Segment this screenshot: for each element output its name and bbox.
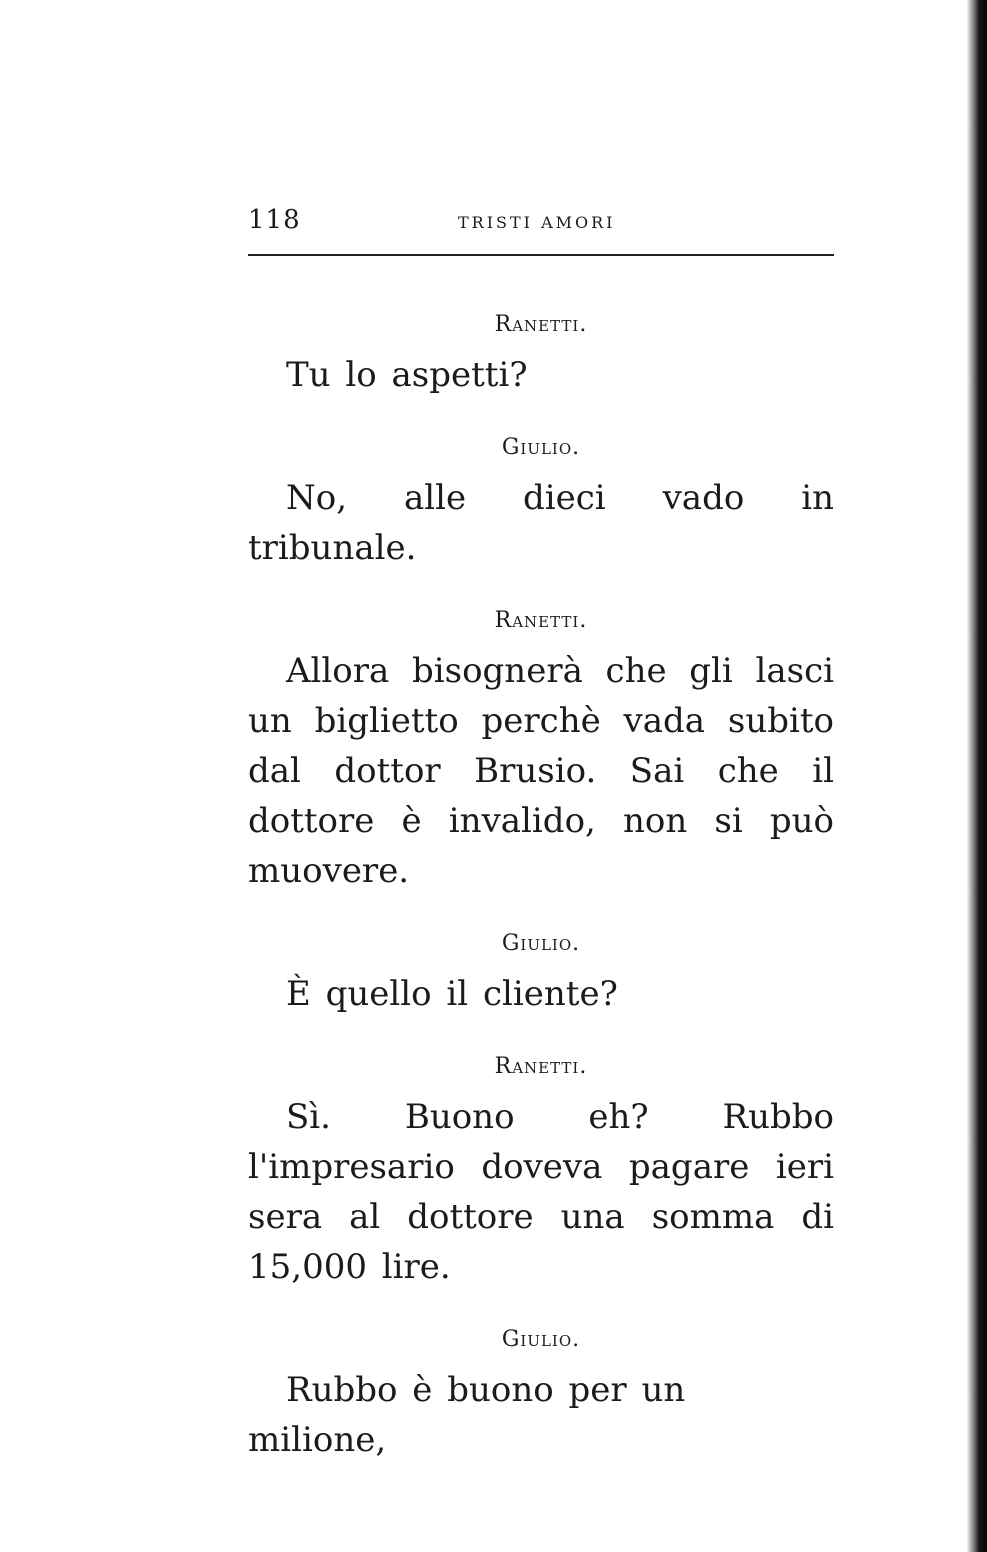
- binding-edge: [967, 0, 987, 1552]
- speaker-name: Giulio.: [501, 1327, 581, 1352]
- page-header: [248, 202, 834, 238]
- speaker-name: Ranetti.: [494, 312, 588, 337]
- page-number: 118: [248, 205, 301, 235]
- speech-line: No, alle dieci vado in tribunale.: [248, 478, 834, 568]
- dialogue-text: [248, 300, 834, 1488]
- speaker-name: Ranetti.: [494, 608, 588, 633]
- speaker-name: Ranetti.: [494, 1054, 588, 1079]
- speech-line: Allora bisognerà che gli lasci un biglietto perchè vada subito dal dottor Brusio. Sai che il dottore è invalido, non si può muovere.: [248, 651, 834, 891]
- speaker-name: Giulio.: [501, 435, 581, 460]
- running-title: TRISTI AMORI: [458, 213, 616, 232]
- speaker-name: Giulio.: [501, 931, 581, 956]
- header-rule: [248, 254, 834, 256]
- speech-line: Rubbo è buono per un milione,: [248, 1370, 686, 1460]
- speech-line: Tu lo aspetti?: [286, 355, 528, 395]
- speech-line: È quello il cliente?: [286, 974, 618, 1014]
- speech-line: Sì. Buono eh? Rubbo l'impresario doveva pagare ieri sera al dottore una somma di 15,000 lire.: [248, 1097, 834, 1287]
